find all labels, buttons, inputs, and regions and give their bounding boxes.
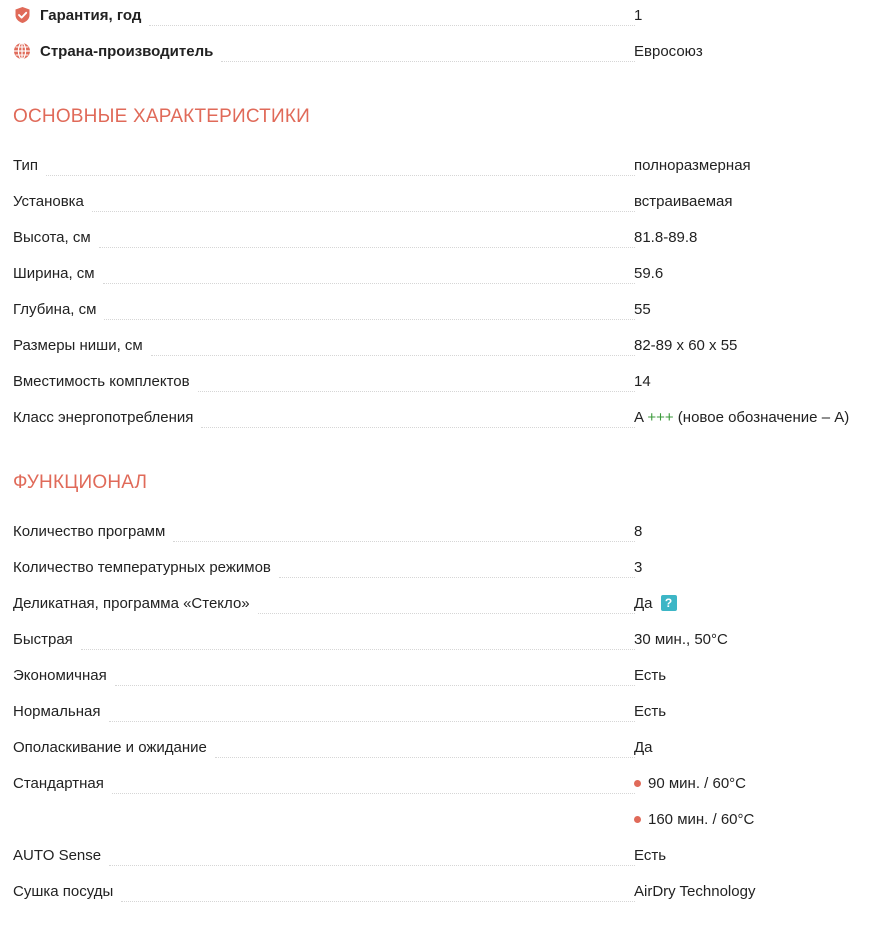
spec-value: 14 xyxy=(634,372,651,390)
spec-value: 81.8-89.8 xyxy=(634,228,698,246)
bullet-icon xyxy=(634,816,641,823)
leader-dots xyxy=(215,757,635,758)
energy-class-letter: A xyxy=(634,408,648,426)
spec-label: Высота, см xyxy=(13,229,99,246)
leader-dots xyxy=(115,685,635,686)
spec-value: 55 xyxy=(634,300,651,318)
spec-value: встраиваемая xyxy=(634,192,733,210)
spec-label: Глубина, см xyxy=(13,301,104,318)
spec-row-country xyxy=(13,33,873,69)
energy-class-note: (новое обозначение – A) xyxy=(673,408,850,426)
spec-row xyxy=(13,147,873,183)
spec-label: Ополаскивание и ожидание xyxy=(13,739,215,756)
bullet-icon xyxy=(634,780,641,787)
leader-dots xyxy=(221,61,635,62)
spec-row xyxy=(13,327,873,363)
spec-label: Тип xyxy=(13,157,46,174)
leader-dots xyxy=(109,721,636,722)
spec-label: Нормальная xyxy=(13,703,109,720)
spec-label: Быстрая xyxy=(13,631,81,648)
spec-label: Количество температурных режимов xyxy=(13,559,279,576)
spec-value: 8 xyxy=(634,522,643,540)
spec-row xyxy=(13,219,873,255)
spec-value: Есть xyxy=(634,702,667,720)
spec-label: Страна-производитель xyxy=(40,43,221,60)
spec-row xyxy=(13,513,873,549)
spec-value-energy-class xyxy=(634,409,849,426)
leader-dots xyxy=(121,901,635,902)
spec-value: AirDry Technology xyxy=(634,882,756,900)
spec-row xyxy=(13,585,873,621)
spec-row xyxy=(13,183,873,219)
spec-row xyxy=(13,873,873,909)
spec-label: Экономичная xyxy=(13,667,115,684)
spec-row xyxy=(13,729,873,765)
spec-label: Вместимость комплектов xyxy=(13,373,198,390)
leader-dots xyxy=(104,319,635,320)
shield-check-icon xyxy=(13,6,31,24)
spec-value: Есть xyxy=(634,666,667,684)
spec-row xyxy=(13,363,873,399)
help-icon[interactable]: ? xyxy=(661,595,677,611)
spec-row xyxy=(13,765,873,801)
spec-row-continuation xyxy=(13,801,873,837)
spec-value: Да xyxy=(634,594,653,612)
spec-value: 82-89 х 60 х 55 xyxy=(634,336,738,354)
leader-dots xyxy=(151,355,635,356)
leader-dots xyxy=(103,283,635,284)
leader-dots xyxy=(112,793,635,794)
spec-row xyxy=(13,657,873,693)
spec-label: Деликатная, программа «Стекло» xyxy=(13,595,258,612)
leader-dots xyxy=(279,577,635,578)
spec-value: 3 xyxy=(634,558,643,576)
spec-row-warranty xyxy=(13,0,873,33)
spec-label: AUTO Sense xyxy=(13,847,109,864)
globe-icon xyxy=(13,42,31,60)
spec-label: Ширина, см xyxy=(13,265,103,282)
section-title-main: ОСНОВНЫЕ ХАРАКТЕРИСТИКИ xyxy=(13,106,310,127)
spec-label: Установка xyxy=(13,193,92,210)
leader-dots xyxy=(173,541,635,542)
leader-dots xyxy=(92,211,635,212)
spec-row xyxy=(13,549,873,585)
spec-value: полноразмерная xyxy=(634,156,751,174)
energy-class-plus: +++ xyxy=(647,408,674,426)
spec-label: Класс энергопотребления xyxy=(13,409,201,426)
spec-value: 30 мин., 50°С xyxy=(634,630,728,648)
leader-dots xyxy=(149,25,635,26)
leader-dots xyxy=(109,865,635,866)
spec-row xyxy=(13,255,873,291)
spec-value: Да xyxy=(634,738,653,756)
spec-value: Есть xyxy=(634,846,667,864)
spec-list xyxy=(13,0,873,909)
leader-dots xyxy=(258,613,635,614)
spec-value: 1 xyxy=(634,6,643,24)
spec-row xyxy=(13,621,873,657)
spec-value: 160 мин. / 60°С xyxy=(648,810,755,828)
spec-value: Евросоюз xyxy=(634,42,703,60)
spec-label: Гарантия, год xyxy=(40,7,149,24)
spec-value: 59.6 xyxy=(634,264,664,282)
leader-dots xyxy=(201,427,635,428)
spec-row xyxy=(13,693,873,729)
section-title-functions: ФУНКЦИОНАЛ xyxy=(13,472,148,493)
spec-row xyxy=(13,291,873,327)
spec-row xyxy=(13,399,873,435)
spec-label: Сушка посуды xyxy=(13,883,121,900)
leader-dots xyxy=(198,391,635,392)
spec-label: Количество программ xyxy=(13,523,173,540)
spec-row xyxy=(13,837,873,873)
spec-label: Размеры ниши, см xyxy=(13,337,151,354)
spec-label: Стандартная xyxy=(13,775,112,792)
leader-dots xyxy=(81,649,635,650)
leader-dots xyxy=(99,247,635,248)
leader-dots xyxy=(46,175,635,176)
spec-value: 90 мин. / 60°С xyxy=(648,774,747,792)
